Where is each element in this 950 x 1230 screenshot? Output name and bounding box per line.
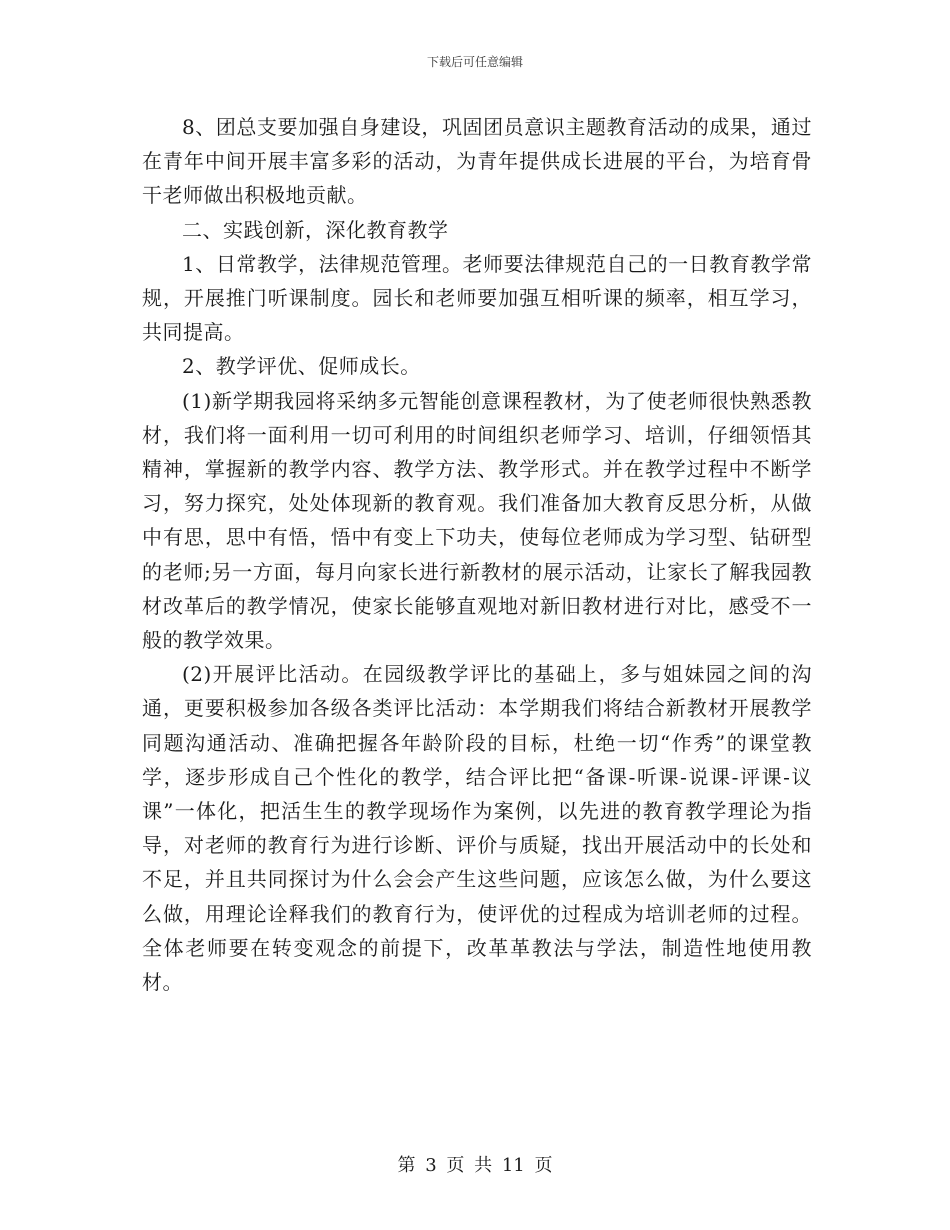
page-header-note: 下载后可任意编辑: [426, 55, 523, 69]
document-body: [142, 110, 812, 999]
paragraph-teaching-evaluation: 2、教学评优、促师成长。: [182, 354, 421, 379]
page-number: 第 3 页 共 11 页: [397, 1155, 553, 1176]
paragraph-item-8: 8、团总支要加强自身建设，巩固团员意识主题教育活动的成果，通过在青年中间开展丰富多彩的活动，为青年提供成长进展的平台，为培育骨干老师做出积极地贡献。: [142, 115, 812, 208]
paragraph-evaluation-activities: (2)开展评比活动。在园级教学评比的基础上，多与姐妹园之间的沟通，更要积极参加各级各类评比活动：本学期我们将结合新教材开展教学同题沟通活动、准确把握各年龄阶段的目标，杜绝一切“作秀”的课堂教学，逐步形成自己个性化的教学，结合评比把“备课-听课-说课-评课-议课”一体化，把活生生的教学现场作为案例，以先进的教育教学理论为指导，对老师的教育行为进行诊断、评价与质疑，找出开展活动中的长处和不足，并且共同探讨为什么会会产生这些问题，应该怎么做，为什么要这么做，用理论诠释我们的教育行为，使评优的过程成为培训老师的过程。全体老师要在转变观念的前提下，改革革教法与学法，制造性地使用教材。: [142, 662, 812, 995]
paragraph-new-curriculum: (1)新学期我园将采纳多元智能创意课程教材，为了使老师很快熟悉教材，我们将一面利用一切可利用的时间组织老师学习、培训，仔细领悟其精神，掌握新的教学内容、教学方法、教学形式。并在教学过程中不断学习，努力探究，处处体现新的教育观。我们准备加大教育反思分析，从做中有思，思中有悟，悟中有变上下功夫，使每位老师成为学习型、钻研型的老师;另一方面，每月向家长进行新教材的展示活动，让家长了解我园教材改革后的教学情况，使家长能够直观地对新旧教材进行对比，感受不一般的教学效果。: [142, 388, 812, 653]
paragraph-daily-teaching: 1、日常教学，法律规范管理。老师要法律规范自己的一日教育教学常规，开展推门听课制度。园长和老师要加强互相听课的频率，相互学习，共同提高。: [142, 251, 812, 345]
section-heading-practice-innovation: 二、实践创新，深化教育教学: [182, 217, 449, 242]
